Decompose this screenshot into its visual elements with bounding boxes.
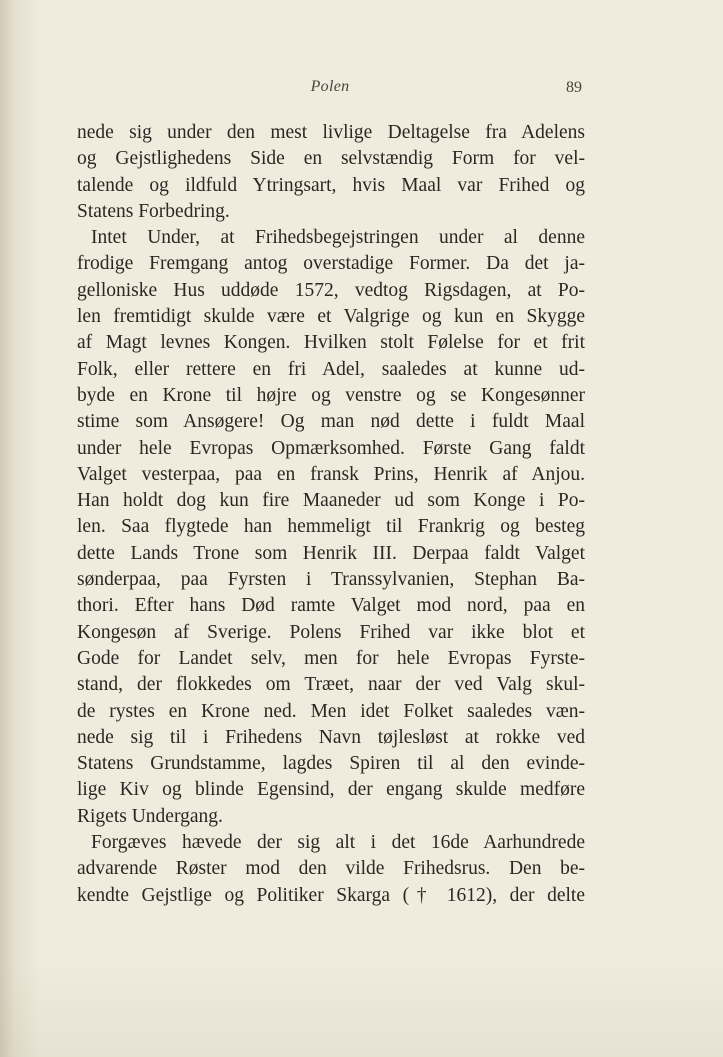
text-line: Statens Forbedring.: [77, 200, 230, 222]
text-line: frodige Fremgang antog overstadige Former. Da det ja-: [77, 253, 585, 275]
text-line: Folk, eller rettere en fri Adel, saaledes at kunne ud-: [77, 358, 585, 380]
text-line: Forgæves hævede der sig alt i det 16de Aarhundrede: [91, 832, 585, 854]
body-text: [77, 120, 585, 909]
text-line: dette Lands Trone som Henrik III. Derpaa faldt Valget: [77, 542, 585, 564]
text-line: Valget vesterpaa, paa en fransk Prins, Henrik af Anjou.: [77, 463, 585, 485]
text-line: kendte Gejstlige og Politiker Skarga († 1612), der delte: [77, 884, 585, 906]
text-line: Intet Under, at Frihedsbegejstringen under al denne: [91, 227, 585, 249]
text-line: Rigets Undergang.: [77, 805, 223, 827]
text-line: gelloniske Hus uddøde 1572, vedtog Rigsdagen, at Po-: [77, 279, 585, 301]
text-line: len. Saa flygtede han hemmeligt til Frankrig og besteg: [77, 516, 585, 538]
page-number: 89: [566, 79, 582, 96]
text-line: Gode for Landet selv, men for hele Evropas Fyrste-: [77, 647, 585, 669]
text-line: nede sig under den mest livlige Deltagelse fra Adelens: [77, 122, 585, 143]
text-line: Kongesøn af Sverige. Polens Frihed var ikke blot et: [77, 621, 585, 643]
text-line: len fremtidigt skulde være et Valgrige og kun en Skygge: [77, 306, 585, 328]
text-line: advarende Røster mod den vilde Frihedsrus. Den be-: [77, 858, 585, 880]
text-line: under hele Evropas Opmærksomhed. Første Gang faldt: [77, 437, 585, 459]
text-line: de rystes en Krone ned. Men idet Folket saaledes væn-: [77, 700, 585, 722]
text-line: og Gejstlighedens Side en selvstændig Form for vel-: [77, 148, 585, 170]
running-head: [0, 78, 723, 102]
text-line: stime som Ansøgere! Og man nød dette i fuldt Maal: [77, 411, 585, 433]
text-line: nede sig til i Frihedens Navn tøjlesløst at rokke ved: [77, 726, 585, 748]
text-line: talende og ildfuld Ytringsart, hvis Maal var Frihed og: [77, 174, 585, 196]
text-line: Han holdt dog kun fire Maaneder ud som Konge i Po-: [77, 490, 585, 512]
text-line: sønderpaa, paa Fyrsten i Transsylvanien, Stephan Ba-: [77, 569, 585, 591]
text-line: thori. Efter hans Død ramte Valget mod nord, paa en: [77, 595, 585, 617]
text-line: byde en Krone til højre og venstre og se Kongesønner: [77, 384, 585, 406]
text-line: Statens Grundstamme, lagdes Spiren til al den evinde-: [77, 753, 585, 775]
running-head-title: Polen: [310, 78, 350, 95]
text-line: af Magt levnes Kongen. Hvilken stolt Følelse for et frit: [77, 332, 585, 354]
text-line: stand, der flokkedes om Træet, naar der ved Valg skul-: [77, 674, 585, 696]
text-line: lige Kiv og blinde Egensind, der engang skulde medføre: [77, 779, 585, 801]
